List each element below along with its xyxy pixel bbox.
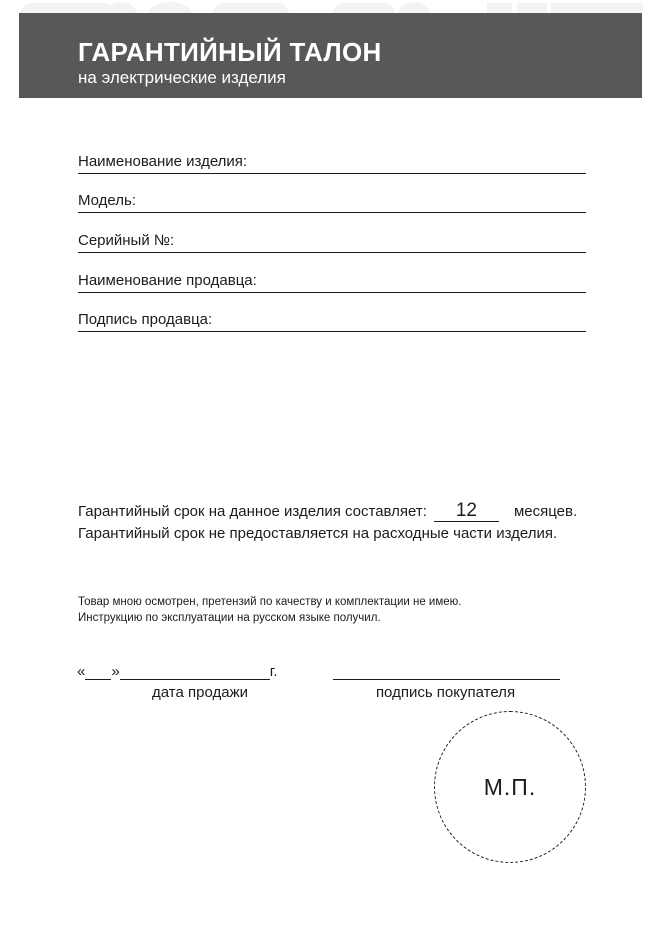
field-seller-name-label: Наименование продавца: [78, 272, 257, 289]
page-title: ГАРАНТИЙНЫЙ ТАЛОН [78, 37, 382, 67]
acknowledgement-line-2: Инструкцию по эксплуатации на русском языке получил. [78, 612, 381, 624]
field-product-name-label: Наименование изделия: [78, 153, 248, 170]
buyer-signature-caption: подпись покупателя [375, 684, 516, 701]
stamp-label: М.П. [483, 773, 537, 800]
field-seller-signature [78, 309, 586, 332]
stamp-circle [434, 711, 586, 863]
open-quote: « [77, 663, 86, 680]
year-suffix: г. [269, 663, 278, 680]
warranty-term-paragraph [78, 501, 608, 544]
field-seller-signature-label: Подпись продавца: [78, 311, 213, 328]
field-serial-number [78, 230, 586, 253]
warranty-term-value: 12 [434, 501, 499, 522]
acknowledgement-line-1: Товар мною осмотрен, претензий по качеству и комплектации не имею. [78, 596, 462, 608]
field-serial-number-label: Серийный №: [78, 232, 175, 249]
acknowledgement-text [78, 594, 461, 626]
sale-date-line [77, 662, 278, 680]
warranty-term-suffix: месяцев. [513, 503, 578, 520]
close-quote: » [111, 663, 120, 680]
warranty-note: Гарантийный срок не предоставляется на расходные части изделия. [78, 525, 558, 542]
watermark-letter-tops [0, 0, 658, 13]
page-subtitle: на электрические изделия [78, 68, 286, 87]
field-model-label: Модель: [78, 192, 137, 209]
field-model [78, 190, 586, 213]
sale-day-blank [85, 664, 111, 680]
sale-date-blank [120, 664, 270, 680]
field-seller-name [78, 270, 586, 293]
warranty-term-line [78, 501, 608, 522]
field-product-name [78, 151, 586, 174]
header-banner [19, 13, 642, 98]
warranty-term-prefix: Гарантийный срок на данное изделия составляет: [78, 503, 427, 520]
sale-date-caption: дата продажи [152, 684, 248, 701]
buyer-signature-blank [333, 662, 560, 680]
